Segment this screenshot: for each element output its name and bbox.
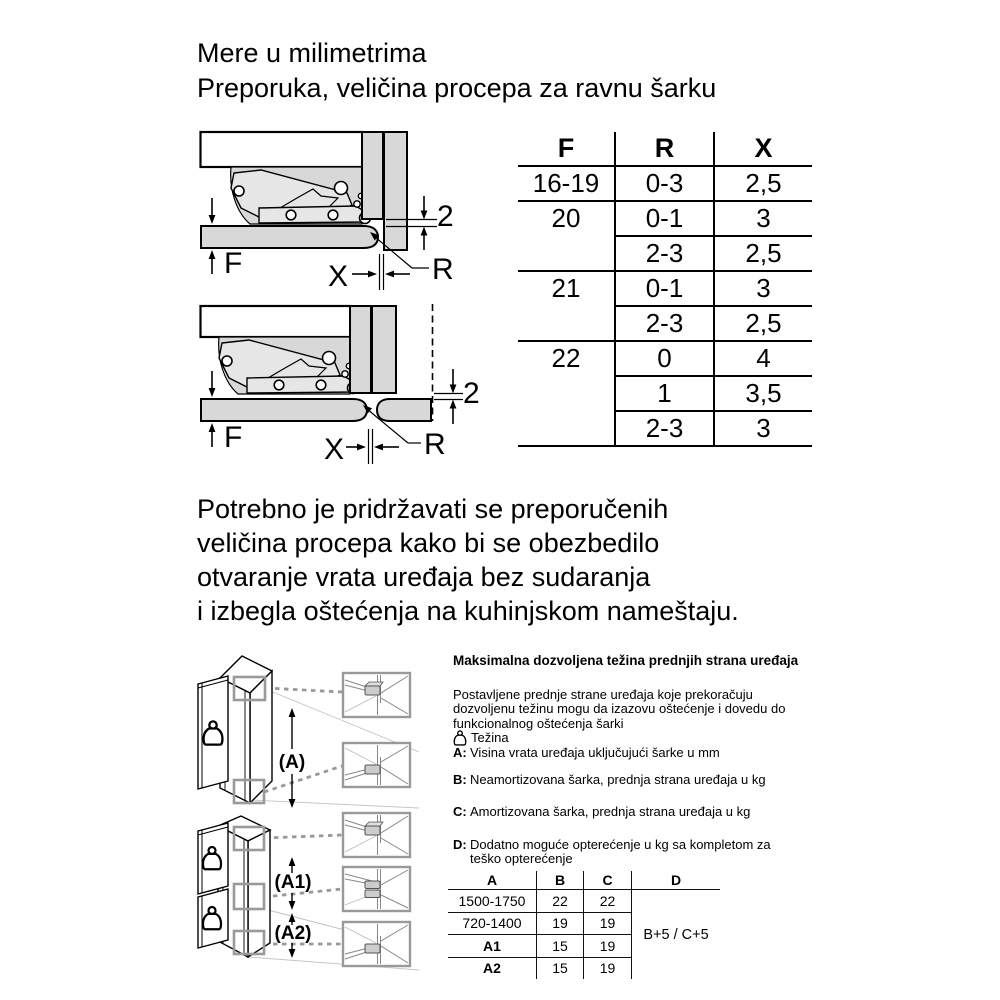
r-label: R [432, 253, 454, 286]
weight-section-heading: Maksimalna dozvoljena težina prednjih strana uređaja [453, 653, 799, 668]
gap-size-table [518, 132, 812, 447]
a-dimension [279, 708, 305, 808]
note-line: Potrebno je pridržavati se preporučenih [197, 494, 669, 524]
gap-2-dimension [450, 369, 480, 424]
callout-connector [266, 688, 342, 692]
furniture-front-panel [372, 306, 396, 393]
table-cell: 20 [518, 201, 615, 271]
weight-table [448, 871, 720, 979]
weight-body-line: funkcionalnog oštećenja šarki [453, 715, 624, 731]
table-row [518, 166, 812, 201]
appliance-door-panel [201, 399, 367, 421]
x-dimension [324, 429, 399, 466]
hinge-mechanism [231, 167, 371, 224]
side-wall-panel [362, 132, 383, 219]
side-wall-panel [350, 306, 371, 393]
x-label: X [324, 433, 345, 466]
table-cell: 2-3 [615, 306, 714, 341]
item-key: B: [453, 771, 467, 787]
f-label: F [224, 247, 243, 280]
item-key: A: [453, 745, 467, 760]
x-dimension [328, 254, 410, 293]
item-text: Neamortizovana šarka, prednja strana uređaja u kg [470, 771, 766, 787]
table-cell: 2,5 [714, 166, 812, 201]
table-cell: 19 [584, 912, 632, 935]
furniture-front-panel [384, 132, 407, 250]
column-header: A [448, 871, 537, 890]
a2-label: (A2) [274, 923, 312, 944]
recommendation-note [197, 492, 739, 628]
hinge-diagram-bottom [190, 295, 490, 485]
furniture-top-panel [201, 306, 351, 337]
a1-dimension [275, 857, 312, 910]
appliance-door [198, 676, 228, 789]
table-cell: 4 [714, 341, 812, 376]
table-cell: 2,5 [714, 306, 812, 341]
weight-legend-row [453, 731, 853, 746]
table-cell: 0-3 [615, 166, 714, 201]
hinge-callout-top [343, 673, 410, 717]
f-label: F [224, 421, 243, 454]
column-header: B [537, 871, 584, 890]
hinge-callout-bottom [343, 922, 410, 966]
callout-connector [265, 835, 342, 838]
table-cell: 3 [714, 271, 812, 306]
appliance-door-panel [201, 226, 378, 248]
item-text: Amortizovana šarka, prednja strana uređaja u kg [470, 804, 751, 819]
hinge-diagram-top [190, 113, 490, 300]
table-cell: 0-1 [615, 271, 714, 306]
table-cell: 16-19 [518, 166, 615, 201]
gap-2-label: 2 [437, 200, 454, 233]
legend-item-a [453, 746, 853, 761]
adjacent-front-panel [377, 399, 431, 421]
table-cell: A1 [448, 935, 537, 958]
appliance-door-lower [198, 889, 228, 948]
table-cell: 2,5 [714, 236, 812, 271]
table-row [518, 271, 812, 306]
note-line: i izbegla oštećenja na kuhinjskom nameštaju. [197, 596, 739, 626]
furniture-top-panel [201, 132, 363, 167]
table-row [448, 890, 720, 913]
table-cell: 3 [714, 201, 812, 236]
weight-section [453, 654, 853, 867]
column-header-x: X [714, 132, 812, 166]
title-line-1: Mere u milimetrima [197, 38, 427, 68]
table-cell-d-span: B+5 / C+5 [643, 926, 709, 943]
weight-body-line: Postavljene prednje strane uređaja koje prekoračuju [453, 686, 753, 702]
table-cell: 15 [537, 957, 584, 979]
table-cell: 22 [537, 890, 584, 913]
x-label: X [328, 260, 349, 293]
weight-label: Težina [471, 730, 509, 745]
table-cell: 3 [714, 411, 812, 446]
item-key: C: [453, 804, 467, 819]
table-cell: 21 [518, 271, 615, 341]
item-text: Visina vrata uređaja uključujući šarke u mm [470, 745, 720, 760]
weight-icon [453, 730, 467, 746]
r-label: R [424, 428, 446, 461]
item-key: D: [453, 836, 467, 852]
item-text: Dodatno moguće opterećenje u kg sa kompletom za teško opterećenje [470, 836, 771, 866]
a1-label: (A1) [274, 872, 312, 893]
table-row [518, 201, 812, 236]
table-cell: 2-3 [615, 411, 714, 446]
table-cell: 22 [518, 341, 615, 446]
table-cell: 19 [584, 957, 632, 979]
weight-body-line: dozvoljenu težinu mogu da izazovu oštećenje i dovedu do [453, 701, 786, 716]
table-cell: 0 [615, 341, 714, 376]
hinge-mechanism [219, 337, 359, 394]
table-cell: 19 [584, 935, 632, 958]
hinge-callout-middle [343, 867, 410, 911]
column-header: C [584, 871, 632, 890]
table-cell: 1500-1750 [448, 890, 537, 913]
note-line: otvaranje vrata uređaja bez sudaranja [197, 562, 651, 592]
table-cell: 2-3 [615, 236, 714, 271]
hinge-callout-top [343, 813, 410, 857]
gap-2-dimension [421, 196, 454, 250]
appliance-door-upper [198, 823, 228, 894]
table-cell: 15 [537, 935, 584, 958]
table-cell: 1 [615, 376, 714, 411]
cabinet-diagram-single-door [185, 650, 420, 810]
cabinet-diagram-double-door [185, 808, 425, 993]
legend-item-d [453, 838, 853, 867]
column-header-f: F [518, 132, 615, 166]
table-row [518, 341, 812, 376]
table-cell: 19 [537, 912, 584, 935]
table-cell: 720-1400 [448, 912, 537, 935]
table-cell: 3,5 [714, 376, 812, 411]
hinge-callout-bottom [343, 743, 410, 787]
table-cell: 0-1 [615, 201, 714, 236]
r-dimension [370, 232, 454, 286]
legend-item-b [453, 773, 853, 788]
table-cell: 22 [584, 890, 632, 913]
legend-item-c [453, 805, 853, 820]
page-title [197, 36, 716, 106]
table-cell: A2 [448, 957, 537, 979]
gap-2-label: 2 [463, 377, 480, 410]
a-label: (A) [278, 752, 306, 773]
column-header: D [632, 871, 721, 890]
column-header-r: R [615, 132, 714, 166]
title-line-2: Preporuka, veličina procepa za ravnu šarku [197, 73, 717, 103]
note-line: veličina procepa kako bi se obezbedilo [197, 528, 660, 558]
